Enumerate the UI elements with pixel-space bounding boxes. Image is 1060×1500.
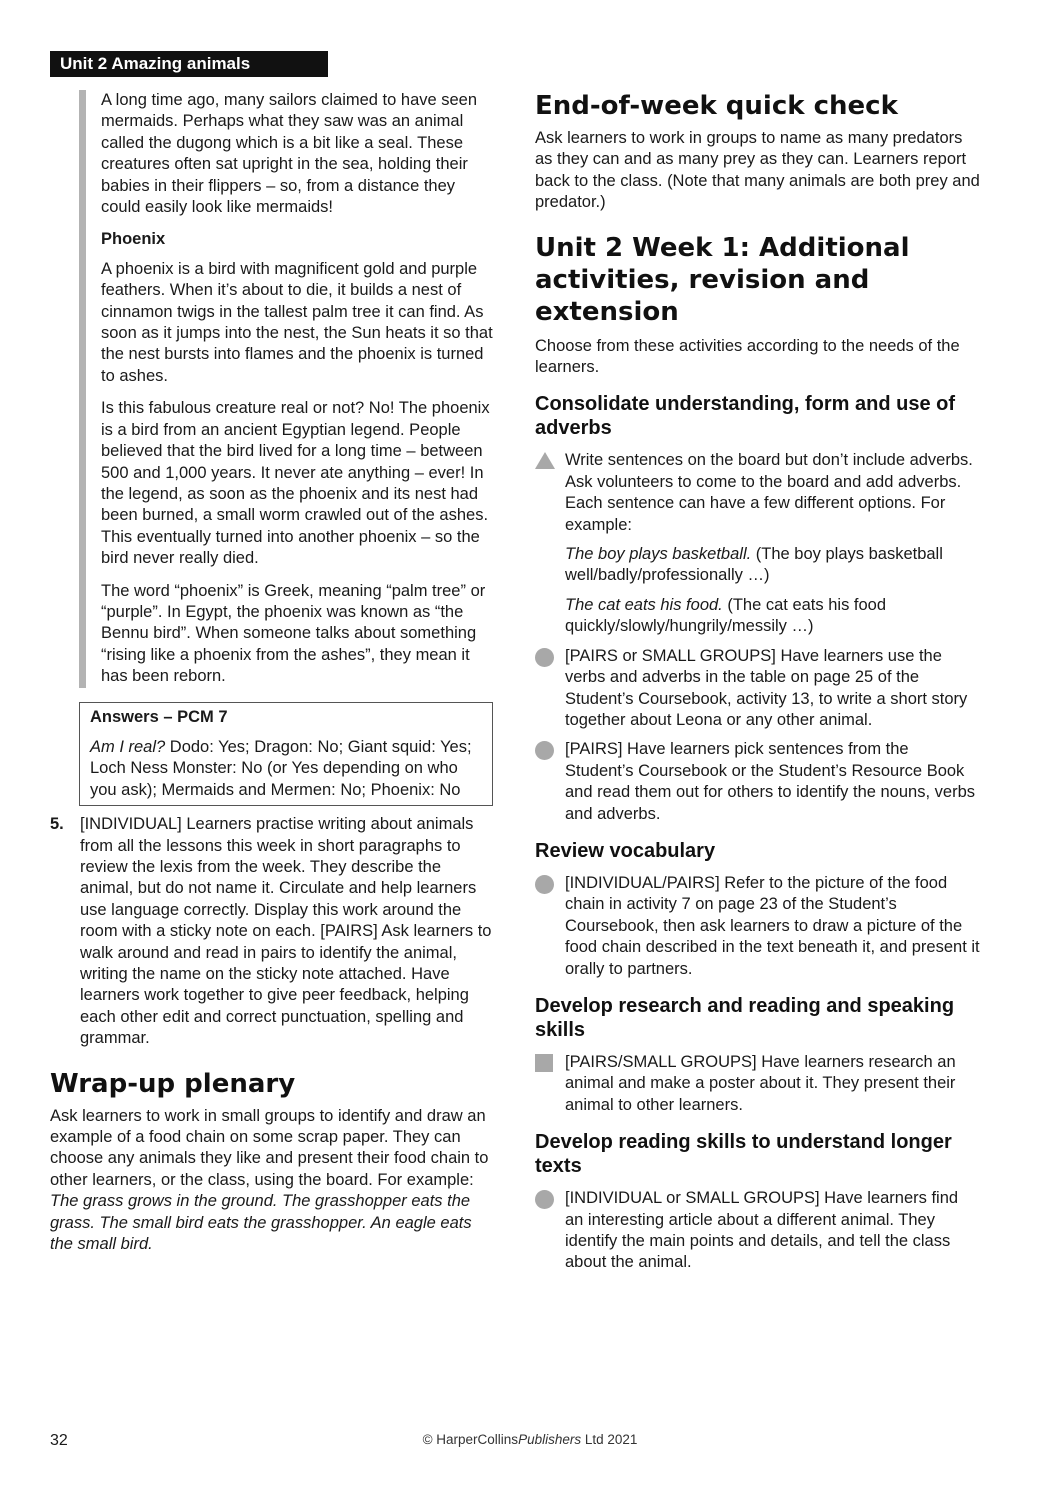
review-activity-1 — [535, 873, 980, 980]
consolidate-activity-2 — [535, 646, 980, 732]
triangle-marker-icon — [535, 450, 565, 469]
research-activity-1 — [535, 1052, 980, 1116]
consolidate-activity-3 — [535, 739, 980, 825]
square-marker-icon — [535, 1052, 565, 1072]
copyright-pre: © HarperCollins — [422, 1432, 519, 1447]
example-2-answer: (The cat eats his food quickly/slowly/hungrily/messily …) — [565, 595, 887, 636]
mermaid-paragraph: A long time ago, many sailors claimed to have seen mermaids. Perhaps what they saw was an animal called the dugong which is a bit like a seal. These creatures often sat upright in the sea, holding their babies in their flippers – so, from a distance they could easily look like mermaids! — [101, 91, 478, 217]
example-2-sentence: The cat eats his food. — [565, 595, 723, 614]
answers-body: Dodo: Yes; Dragon: No; Giant squid: Yes; Loch Ness Monster: No (or Yes depending on who you ask); Mermaids and Mermen: No; Phoenix: No — [90, 737, 472, 799]
phoenix-paragraph-1: A phoenix is a bird with magnificent gold and purple feathers. When it’s about to die, it builds a nest of cinnamon twigs in the tallest palm tree it can find. As soon as it jumps into the nest, the Sun heats it so that the nest bursts into flames and the phoenix is turned to ashes. — [101, 259, 493, 385]
phoenix-paragraph-2: Is this fabulous creature real or not? No! The phoenix is a bird from an ancient Egyptian legend. People believed that the bird lived for a long time – between 500 and 1,000 years. It never ate anything – ever! In the legend, as soon as the phoenix and its nest had been burned, a small worm crawled out of the ashes. This eventually turned into another phoenix – so the bird never really died. — [101, 399, 490, 568]
reading-activity-1-text: [INDIVIDUAL or SMALL GROUPS] Have learners find an interesting article about a different animal. They identify the main points and details, and tell the class about the animal. — [565, 1189, 959, 1272]
reading-skills-title: Develop reading skills to understand longer texts — [535, 1131, 952, 1178]
consolidate-title: Consolidate understanding, form and use of adverbs — [535, 393, 956, 440]
consolidate-activity-2-text: [PAIRS or SMALL GROUPS] Have learners use the verbs and adverbs in the table on page 25 of the Student’s Coursebook, activity 13, to write a short story together about Leona or any other animal. — [565, 646, 968, 729]
quick-check-title: End-of-week quick check — [535, 91, 898, 121]
activity-5-text: [INDIVIDUAL] Learners practise writing about animals from all the lessons this week in short paragraphs to review the lexis from the week. They describe the animal, but do not name it. Circulate and help learners use language correctly. Display this work around the room with a sticky note on each. [PAIRS] Ask learners to walk around and read in pairs to identify the animal, writing the name on the sticky note attached. Have learners work together to give peer feedback, helping each other edit and correct punctuation, spelling and grammar. — [80, 815, 492, 1048]
activity-5 — [50, 814, 495, 1049]
circle-marker-icon — [535, 873, 565, 894]
activity-number: 5. — [50, 815, 64, 834]
copyright — [0, 1429, 1060, 1450]
circle-marker-icon — [535, 739, 565, 760]
phoenix-heading: Phoenix — [101, 230, 166, 249]
wrap-up-text — [50, 1106, 495, 1256]
answers-lead: Am I real? — [90, 737, 166, 756]
page-number: 32 — [50, 1432, 68, 1449]
wrap-up-example: The grass grows in the ground. The grasshopper eats the grass. The small bird eats the grasshopper. An eagle eats the small bird. — [50, 1192, 472, 1254]
research-skills-title: Develop research and reading and speaking skills — [535, 994, 955, 1041]
mythical-creatures-text — [79, 90, 495, 688]
example-2 — [565, 595, 980, 638]
consolidate-activity-3-text: [PAIRS] Have learners pick sentences from the Student’s Coursebook or the Student’s Resource Book and read them out for others to identify the nouns, verbs and adverbs. — [565, 740, 975, 823]
circle-marker-icon — [535, 646, 565, 667]
copyright-publishers: Publishers — [518, 1432, 582, 1447]
quick-check-text: Ask learners to work in groups to name as many predators as they can and as many prey as they can. Learners report back to the class. (Note that many animals are both prey and predator.) — [535, 129, 980, 212]
answers-box — [79, 702, 493, 807]
additional-activities-title: Unit 2 Week 1: Additional activities, revision and extension — [535, 232, 910, 327]
example-1 — [565, 544, 980, 587]
research-activity-1-text: [PAIRS/SMALL GROUPS] Have learners research an animal and make a poster about it. They present their animal to other learners. — [565, 1052, 956, 1114]
answers-text — [90, 737, 482, 801]
wrap-up-title: Wrap-up plenary — [50, 1068, 296, 1099]
review-activity-1-text: [INDIVIDUAL/PAIRS] Refer to the picture of the food chain in activity 7 on page 23 of the Student’s Coursebook, then ask learners to draw a picture of the food chain described in the text beneath it, and present it orally to partners. — [565, 873, 980, 978]
consolidate-activity-1 — [535, 450, 980, 637]
wrap-up-body: Ask learners to work in small groups to identify and draw an example of a food chain on some scrap paper. They can choose any animals they like and present their food chain to other learners, or the class, using the board. For example: — [50, 1106, 489, 1189]
unit-header-tag: Unit 2 Amazing animals — [50, 51, 328, 77]
answers-title: Answers – PCM 7 — [90, 707, 228, 726]
phoenix-paragraph-3: The word “phoenix” is Greek, meaning “palm tree” or “purple”. In Egypt, the phoenix was known as “the Bennu bird”. When someone talks about something “rising like a phoenix from the ashes”, they mean it has been reborn. — [101, 581, 486, 686]
additional-activities-intro: Choose from these activities according to the needs of the learners. — [535, 336, 960, 377]
copyright-post: Ltd 2021 — [581, 1432, 638, 1447]
example-1-sentence: The boy plays basketball. — [565, 545, 752, 564]
reading-activity-1 — [535, 1188, 980, 1274]
right-column — [535, 90, 980, 1282]
example-1-answer: (The boy plays basketball well/badly/professionally …) — [565, 545, 943, 585]
circle-marker-icon — [535, 1188, 565, 1209]
left-column — [50, 90, 495, 1266]
consolidate-activity-1-text: Write sentences on the board but don’t include adverbs. Ask volunteers to come to the board and add adverbs. Each sentence can have a few different options. For example: — [565, 451, 973, 534]
review-vocabulary-title: Review vocabulary — [535, 839, 716, 862]
